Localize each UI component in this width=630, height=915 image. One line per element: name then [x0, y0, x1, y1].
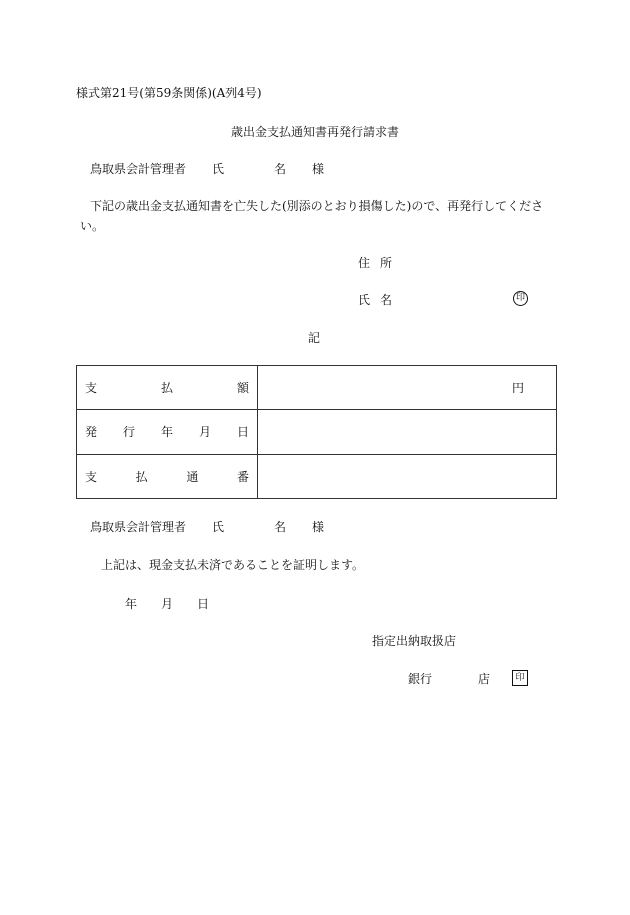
label-char: 月 — [198, 425, 211, 440]
addressee-org: 鳥取県会計管理者 — [90, 520, 187, 534]
issue-date-value — [258, 410, 557, 454]
addressee-line-2 — [90, 520, 324, 534]
label-char: 支 — [85, 381, 98, 396]
name-char-2: 名 — [380, 293, 393, 307]
date-year: 年 — [125, 597, 138, 611]
addressee-mei: 名 — [274, 520, 287, 534]
addressee-org: 鳥取県会計管理者 — [90, 162, 187, 176]
addressee-shi: 氏 — [212, 162, 225, 176]
label-char: 払 — [135, 469, 148, 484]
address-char-1: 住 — [358, 256, 371, 270]
label-char: 額 — [236, 381, 249, 396]
addressee-shi: 氏 — [212, 520, 225, 534]
document-title: 歳出金支払通知書再発行請求書 — [230, 125, 399, 139]
applicant-seal-mark: 印 — [513, 291, 528, 306]
addressee-sama: 様 — [312, 520, 325, 534]
addressee-mei: 名 — [274, 162, 287, 176]
request-body-text: 下記の歳出金支払通知書を亡失した(別添のとおり損傷した)ので、再発行してください。 — [80, 199, 544, 233]
table-row — [77, 410, 557, 454]
form-number: 様式第21号(第59条関係)(A列4号) — [76, 86, 262, 100]
payment-notice-number-label — [77, 454, 258, 498]
table-row — [77, 366, 557, 410]
certification-text: 上記は、現金支払未済であることを証明します。 — [101, 558, 365, 572]
payment-amount-label — [77, 366, 258, 410]
addressee-sama: 様 — [312, 162, 325, 176]
bank-branch-line — [408, 672, 490, 686]
date-day: 日 — [197, 597, 210, 611]
yen-unit: 円 — [511, 381, 524, 396]
payment-notice-number-value — [258, 454, 557, 498]
label-char: 支 — [85, 469, 98, 484]
label-char: 通 — [186, 469, 199, 484]
addressee-line — [90, 162, 324, 176]
designated-agent-title: 指定出納取扱店 — [372, 634, 457, 648]
table-row — [77, 454, 557, 498]
date-month: 月 — [161, 597, 174, 611]
issue-date-label — [77, 410, 258, 454]
label-char: 日 — [236, 425, 249, 440]
ki-heading: 記 — [308, 331, 321, 345]
branch-label: 店 — [478, 672, 491, 686]
payment-amount-value — [258, 366, 557, 410]
payment-detail-table — [76, 365, 557, 499]
label-char: 発 — [85, 425, 98, 440]
certification-date — [125, 597, 209, 611]
address-char-2: 所 — [380, 256, 393, 270]
label-char: 行 — [122, 425, 135, 440]
bank-seal-mark: 印 — [512, 670, 528, 686]
applicant-name-label — [358, 293, 392, 307]
label-char: 年 — [160, 425, 173, 440]
applicant-address-label — [358, 256, 392, 270]
label-char: 払 — [160, 381, 173, 396]
label-char: 番 — [236, 469, 249, 484]
name-char-1: 氏 — [358, 293, 371, 307]
bank-label: 銀行 — [408, 672, 433, 686]
